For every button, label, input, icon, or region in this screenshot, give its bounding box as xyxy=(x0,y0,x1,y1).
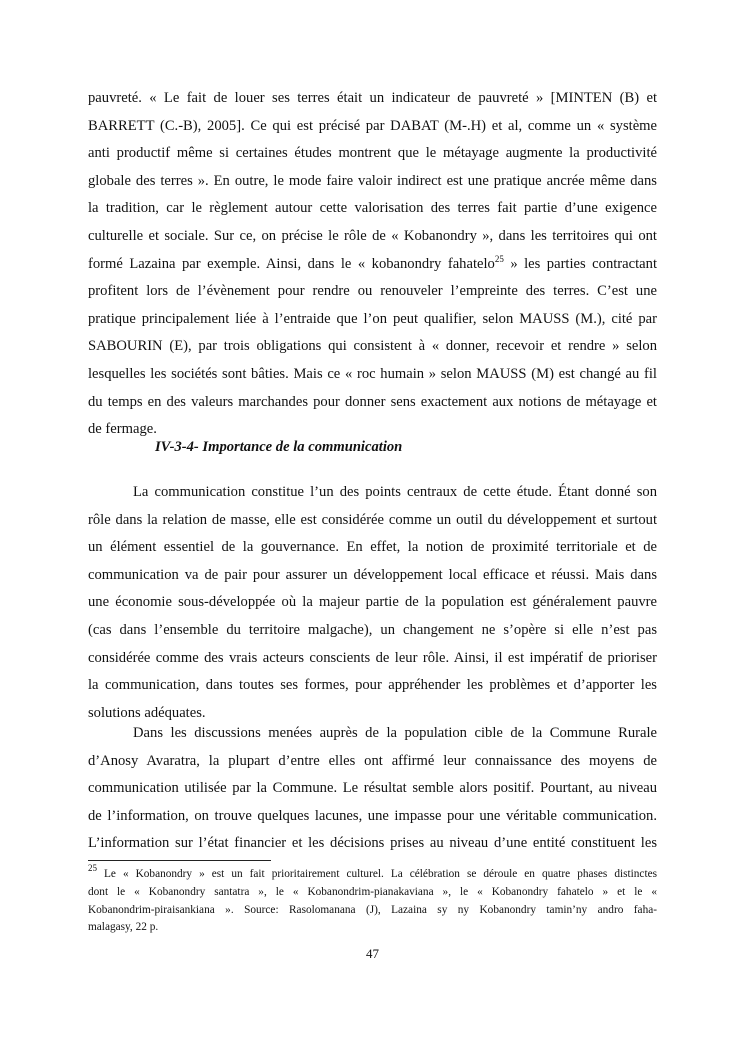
text-fragment: » les parties contractant xyxy=(503,255,658,272)
footnote xyxy=(88,863,657,937)
text-line: de fermage. xyxy=(88,421,157,438)
text-line: BARRETT (C.-B), 2005]. Ce qui est précisé par DABAT (M-.H) et al, comme un « système xyxy=(88,117,657,134)
text-line: lesquelles les sociétés sont bâties. Mais ce « roc humain » selon MAUSS (M) est changé au fil xyxy=(88,365,657,382)
text-line: de l’information, on trouve quelques lacunes, une impasse pour une véritable communication. xyxy=(88,807,657,824)
text-line: (cas dans l’ensemble du territoire malgache), un changement ne s’opère si elle n’est pas xyxy=(88,621,657,638)
text-line: la tradition, car le règlement autour cette valorisation des terres fait partie d’une exigence xyxy=(88,200,657,217)
footnote-text: Le « Kobanondry » est un fait prioritairement culturel. La célébration se déroule en quatre phases distinctes xyxy=(97,868,657,880)
text-line: L’information sur l’état financier et les décisions prises au niveau d’une entité constituent les xyxy=(88,835,657,852)
text-line: communication va de pair pour assurer un développement local efficace et réussi. Mais dans xyxy=(88,566,657,583)
text-line: anti productif même si certaines études montrent que le métayage augmente la productivité xyxy=(88,145,657,162)
footnote-line: malagasy, 22 p. xyxy=(88,921,159,934)
text-line: communication utilisée par la Commune. Le résultat semble alors positif. Pourtant, au niveau xyxy=(88,780,657,797)
text-line: la communication, dans toutes ses formes, pour appréhender les problèmes et d’apporter les xyxy=(88,677,657,694)
text-line: un élément essentiel de la gouvernance. En effet, la notion de proximité territoriale et de xyxy=(88,539,657,556)
text-fragment: formé Lazaina par exemple. Ainsi, dans le « kobanondry fahatelo xyxy=(88,255,495,272)
section-heading: IV-3-4- Importance de la communication xyxy=(155,439,403,455)
text-line: profitent lors de l’évènement pour rendre ou renouveler l’empreinte des terres. C’est une xyxy=(88,283,657,300)
text-line: pratique principalement liée à l’entraide que l’on peut qualifier, selon MAUSS (M.), cité par xyxy=(88,310,657,327)
text-line: rôle dans la relation de masse, elle est considérée comme un outil du développement et surtout xyxy=(88,511,657,528)
text-line: culturelle et sociale. Sur ce, on précise le rôle de « Kobanondry », dans les territoires qui ont xyxy=(88,227,657,244)
paragraph-3 xyxy=(88,720,657,858)
text-line: d’Anosy Avaratra, la plupart d’entre elles ont affirmé leur connaissance des moyens de xyxy=(88,752,657,769)
footnote-reference: 25 xyxy=(494,253,504,264)
text-line: considérée comme des vrais acteurs conscients de leur rôle. Ainsi, il est impératif de prioriser xyxy=(88,649,657,666)
page-number: 47 xyxy=(366,946,379,961)
footnote-line: dont le « Kobanondry santatra », le « Kobanondrim-pianakaviana », le « Kobanondry fahatelo » et le « xyxy=(88,885,657,898)
paragraph-1 xyxy=(88,85,657,444)
text-line-with-footnote-ref xyxy=(88,251,657,279)
text-line: SABOURIN (E), par trois obligations qui consistent à « donner, recevoir et rendre » selon xyxy=(88,338,657,355)
paragraph-2 xyxy=(88,479,657,727)
text-line: solutions adéquates. xyxy=(88,704,206,721)
footnote-separator xyxy=(88,860,271,861)
text-line: pauvreté. « Le fait de louer ses terres était un indicateur de pauvreté » [MINTEN (B) et xyxy=(88,90,657,106)
text-line: globale des terres ». En outre, le mode faire valoir indirect est une pratique ancrée même dans xyxy=(88,172,657,189)
footnote-line: Kobanondrim-piraisankiana ». Source: Rasolomanana (J), Lazaina sy ny Kobanondry tamin’ny andro faha- xyxy=(88,903,657,916)
text-line: La communication constitue l’un des points centraux de cette étude. Étant donné son xyxy=(133,484,657,500)
text-line: une économie sous-développée où la majeur partie de la population est généralement pauvre xyxy=(88,594,657,611)
footnote-line xyxy=(88,863,657,884)
footnote-marker: 25 xyxy=(88,863,97,873)
text-line: du temps en des valeurs marchandes pour donner sens exactement aux notions de métayage et xyxy=(88,393,657,410)
text-line: Dans les discussions menées auprès de la population cible de la Commune Rurale xyxy=(133,725,657,741)
